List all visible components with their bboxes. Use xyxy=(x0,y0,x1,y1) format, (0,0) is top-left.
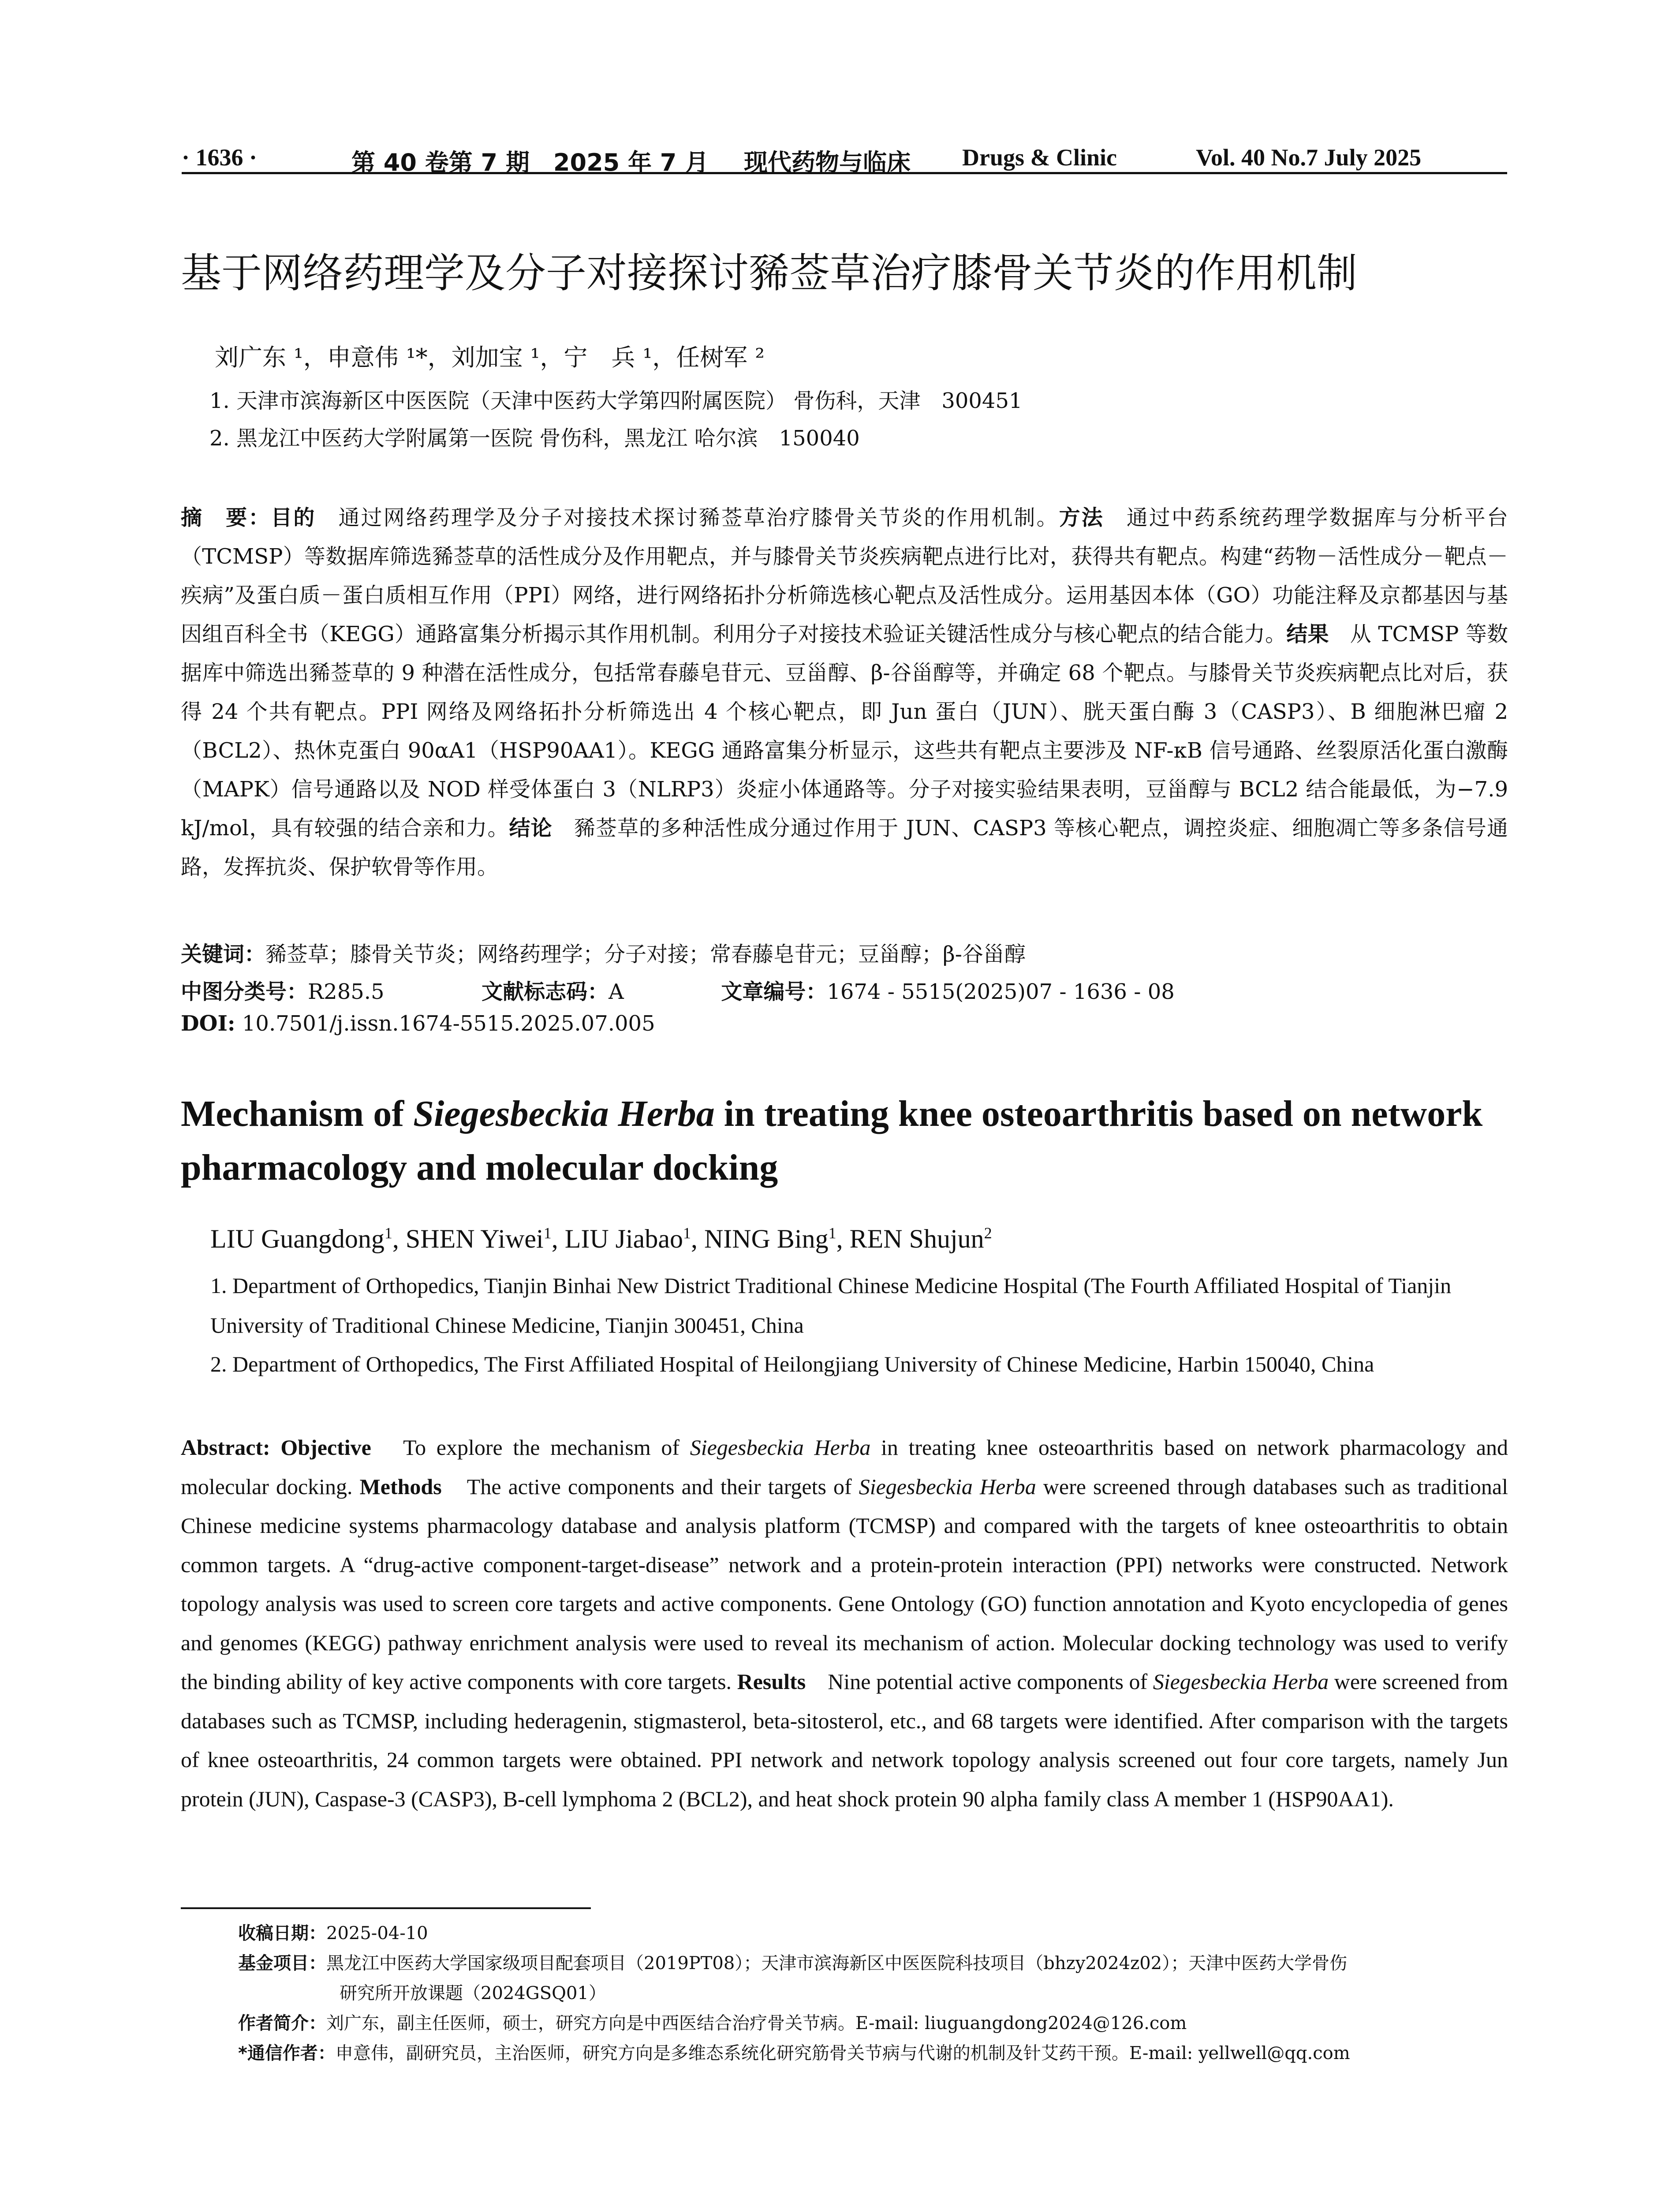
cn-conclusion-label: 结论 xyxy=(509,816,553,841)
received-label: 收稿日期： xyxy=(238,1923,326,1943)
en-title-italic: Siegesbeckia Herba xyxy=(413,1093,715,1134)
footnote-received xyxy=(238,1918,1508,1948)
cn-methods: 通过中药系统药理学数据库与分析平台（TCMSP）等数据库筛选豨莶草的活性成分及作用靶点，并与膝骨关节炎疾病靶点进行比对，获得共有靶点。构建“药物－活性成分－靶点－疾病”及蛋白质－蛋白质相互作用（PPI）网络，进行网络拓扑分析筛选核心靶点及活性成分。运用基因本体（GO）功能注释及京都基因与基因组百科全书（KEGG）通路富集分析揭示其作用机制。利用分子对接技术验证关键活性成分与核心靶点的结合能力。 xyxy=(181,505,1508,647)
footnote-rule xyxy=(181,1907,591,1909)
volume-en: Vol. 40 No.7 July 2025 xyxy=(1196,144,1422,171)
cn-conclusion: 豨莶草的多种活性成分通过作用于 JUN、CASP3 等核心靶点，调控炎症、细胞凋亡等多条信号通路，发挥抗炎、保护软骨等作用。 xyxy=(181,816,1508,879)
en-author-sep: , xyxy=(392,1224,406,1253)
en-results-pre: Nine potential active components of xyxy=(806,1669,1153,1694)
author-value: 刘广东，副主任医师，硕士，研究方向是中西医结合治疗骨关节病。E-mail: liuguangdong2024@126.com xyxy=(326,2013,1187,2033)
cn-objective: 通过网络药理学及分子对接技术探讨豨莶草治疗膝骨关节炎的作用机制。 xyxy=(316,505,1059,530)
footnote-fund xyxy=(238,1948,1508,1978)
cn-affiliation-2: 2. 黑龙江中医药大学附属第一医院 骨伤科，黑龙江 哈尔滨 150040 xyxy=(209,426,860,451)
en-methods-post: were screened through databases such as traditional Chinese medicine systems pharmacology database and analysis platform (TCMSP) and compared with the targets of knee osteoarthritis to obtain common targets. A “drug-active component-target-disease” network and a protein-protein interaction (PPI) networks were constructed. Network topology analysis was used to screen core targets and active components. Gene Ontology (GO) function annotation and Kyoto encyclopedia of genes and genomes (KEGG) pathway enrichment analysis were used to reveal its mechanism of action. Molecular docking technology was used to verify the binding ability of key active components with core targets. xyxy=(181,1474,1508,1694)
cn-abstract xyxy=(181,498,1508,886)
clc-value: R285.5 xyxy=(308,979,385,1004)
footnote-author xyxy=(238,2008,1508,2038)
author-label: 作者简介： xyxy=(238,2013,326,2033)
en-author-sup: 1 xyxy=(683,1224,691,1242)
en-herb-2: Siegesbeckia Herba xyxy=(859,1474,1036,1499)
cn-keywords-text: 豨莶草；膝骨关节炎；网络药理学；分子对接；常春藤皂苷元；豆甾醇；β-谷甾醇 xyxy=(265,942,1026,967)
en-author: SHEN Yiwei xyxy=(405,1224,544,1253)
doc-code-label: 文献标志码： xyxy=(482,979,609,1004)
journal-en: Drugs & Clinic xyxy=(962,144,1117,171)
doc-code-value: A xyxy=(609,979,624,1004)
en-herb-1: Siegesbeckia Herba xyxy=(690,1435,871,1460)
footnotes xyxy=(238,1918,1508,2068)
en-author-sep: , xyxy=(551,1224,565,1253)
en-herb-3: Siegesbeckia Herba xyxy=(1153,1669,1329,1694)
footnote-fund-cont: 研究所开放课题（2024GSQ01） xyxy=(340,1983,606,2003)
article-no-label: 文章编号： xyxy=(721,979,827,1004)
article-no-value: 1674 - 5515(2025)07 - 1636 - 08 xyxy=(827,979,1175,1004)
en-author-sup: 1 xyxy=(384,1224,392,1242)
cn-results: 从 TCMSP 等数据库中筛选出豨莶草的 9 种潜在活性成分，包括常春藤皂苷元、豆甾醇、β-谷甾醇等，并确定 68 个靶点。与膝骨关节炎疾病靶点比对后，获得 24 个共有靶点。PPI 网络及网络拓扑分析筛选出 4 个核心靶点，即 Jun 蛋白（JUN）、胱天蛋白酶 3（CASP3）、B 细胞淋巴瘤 2（BCL2）、热休克蛋白 90αA1（HSP90AA1）。KEGG 通路富集分析显示，这些共有靶点主要涉及 NF-κB 信号通路、丝裂原活化蛋白激酶（MAPK）信号通路以及 NOD 样受体蛋白 3（NLRP3）炎症小体通路等。分子对接实验结果表明，豆甾醇与 BCL2 结合能最低，为−7.9 kJ/mol，具有较强的结合亲和力。 xyxy=(181,622,1508,841)
en-objective-pre: To explore the mechanism of xyxy=(371,1435,690,1460)
doi-line xyxy=(181,1011,655,1036)
en-author-sep: , xyxy=(836,1224,850,1253)
en-methods-pre: The active components and their targets of xyxy=(441,1474,859,1499)
journal-cn: 现代药物与临床 xyxy=(744,149,911,176)
cn-classification xyxy=(181,975,1175,1005)
footnote-corresponding xyxy=(238,2038,1508,2068)
fund-line-1: 黑龙江中医药大学国家级项目配套项目（2019PT08）；天津市滨海新区中医医院科技项目（bhzy2024z02）；天津中医药大学骨伤 xyxy=(326,1953,1348,1973)
cn-keywords-label: 关键词： xyxy=(181,942,266,967)
en-author: REN Shujun xyxy=(849,1224,984,1253)
en-title-post: in treating knee osteoarthritis based on network pharmacology and molecular docking xyxy=(181,1093,1483,1188)
en-affiliation-1: 1. Department of Orthopedics, Tianjin Binhai New District Traditional Chinese Medicine Hospital (The Fourth Affiliated Hospital of Tianjin University of Traditional Chinese Medicine, Tianjin 300451, China xyxy=(210,1273,1452,1338)
doi-label: DOI: xyxy=(181,1011,235,1036)
cn-abstract-label: 摘 要： xyxy=(181,505,271,530)
en-abstract xyxy=(181,1428,1508,1818)
en-author: LIU Jiabao xyxy=(564,1224,683,1253)
en-author-sup: 1 xyxy=(543,1224,552,1242)
running-header xyxy=(182,140,1507,174)
cn-title: 基于网络药理学及分子对接探讨豨莶草治疗膝骨关节炎的作用机制 xyxy=(181,250,1358,297)
en-abstract-label: Abstract: Objective xyxy=(181,1435,371,1460)
page-number: · 1636 · xyxy=(182,144,258,171)
cn-affiliation-1: 1. 天津市滨海新区中医医院（天津中医药大学第四附属医院） 骨伤科，天津 300451 xyxy=(209,389,1023,413)
en-author-sup: 1 xyxy=(828,1224,836,1242)
en-affiliation-2: 2. Department of Orthopedics, The First Affiliated Hospital of Heilongjiang University of Chinese Medicine, Harbin 150040, China xyxy=(210,1352,1374,1376)
en-results-post: were screened from databases such as TCMSP, including hederagenin, stigmasterol, beta-sitosterol, etc., and 68 targets were identified. After comparison with the targets of knee osteoarthritis, 24 common targets were obtained. PPI network and network topology analysis screened out four core targets, namely Jun protein (JUN), Caspase-3 (CASP3), B-cell lymphoma 2 (BCL2), and heat shock protein 90 alpha family class A member 1 (HSP90AA1). xyxy=(181,1669,1508,1811)
en-author: NING Bing xyxy=(704,1224,829,1253)
en-methods-label: Methods xyxy=(359,1474,442,1499)
en-authors xyxy=(210,1224,992,1254)
en-results-label: Results xyxy=(737,1669,806,1694)
en-author-sep: , xyxy=(691,1224,704,1253)
volume-cn: 第 40 卷第 7 期 2025 年 7 月 xyxy=(351,149,709,176)
cn-methods-label: 方法 xyxy=(1059,505,1104,530)
en-title-pre: Mechanism of xyxy=(181,1093,414,1134)
cn-objective-label: 目的 xyxy=(271,505,316,530)
cn-keywords xyxy=(181,937,1026,968)
cn-authors: 刘广东 ¹，申意伟 ¹*，刘加宝 ¹，宁 兵 ¹，任树军 ² xyxy=(215,344,765,371)
doi-value: 10.7501/j.issn.1674-5515.2025.07.005 xyxy=(235,1011,655,1036)
en-objective-post: in treating knee osteoarthritis based on network pharmacology and molecular docking. xyxy=(181,1435,1508,1499)
en-author-sup: 2 xyxy=(984,1224,992,1242)
clc-label: 中图分类号： xyxy=(181,979,308,1004)
en-author: LIU Guangdong xyxy=(210,1224,385,1253)
cn-results-label: 结果 xyxy=(1286,622,1329,647)
corr-value: 申意伟，副研究员，主治医师，研究方向是多维态系统化研究筋骨关节病与代谢的机制及针艾药干预。E-mail: yellwell@qq.com xyxy=(335,2043,1350,2063)
fund-label: 基金项目： xyxy=(238,1953,326,1973)
corr-label: *通信作者： xyxy=(238,2043,336,2063)
en-title xyxy=(181,1087,1508,1195)
received-value: 2025-04-10 xyxy=(326,1923,428,1943)
